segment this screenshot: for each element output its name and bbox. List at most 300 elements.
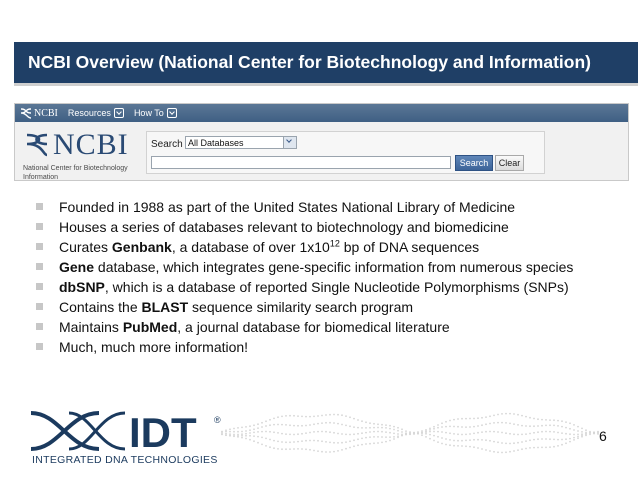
pattern-dot [517, 434, 519, 436]
pattern-dot [537, 447, 539, 449]
pattern-dot [561, 426, 563, 428]
pattern-dot [521, 448, 523, 450]
pattern-dot [281, 424, 283, 426]
pattern-dot [377, 431, 379, 433]
pattern-dot [273, 418, 275, 420]
pattern-dot [349, 434, 351, 436]
ncbi-brand[interactable] [23, 128, 133, 181]
pattern-dot [377, 427, 379, 429]
pattern-dot [533, 425, 535, 427]
pattern-dot [401, 435, 403, 437]
pattern-dot [401, 431, 403, 433]
pattern-dot [433, 431, 435, 433]
pattern-dot [473, 439, 475, 441]
pattern-dot [449, 426, 451, 428]
pattern-dot [505, 413, 507, 415]
database-select-value: All Databases [188, 138, 244, 148]
pattern-dot [473, 433, 475, 435]
bullet-text: , a journal database for biomedical literature [177, 319, 450, 335]
pattern-dot [549, 438, 551, 440]
pattern-dot [241, 437, 243, 439]
pattern-dot [521, 425, 523, 427]
pattern-dot [289, 424, 291, 426]
pattern-dot [261, 426, 263, 428]
pattern-dot [281, 433, 283, 435]
bullet-text: Curates [59, 239, 112, 255]
pattern-dot [441, 443, 443, 445]
menu-how-to-label: How To [133, 108, 164, 118]
pattern-dot [573, 439, 575, 441]
pattern-dot [433, 426, 435, 428]
pattern-dot [285, 415, 287, 417]
pattern-dot [333, 451, 335, 453]
pattern-dot [521, 434, 523, 436]
pattern-dot [317, 423, 319, 425]
pattern-dot [285, 448, 287, 450]
pattern-dot [541, 419, 543, 421]
pattern-dot [485, 423, 487, 425]
pattern-dot [369, 422, 371, 424]
pattern-dot [285, 424, 287, 426]
pattern-dot [541, 447, 543, 449]
pattern-dot [357, 438, 359, 440]
bullet-text: Founded in 1988 as part of the United States National Library of Medicine [59, 199, 516, 215]
pattern-dot [325, 431, 327, 433]
pattern-dot [397, 437, 399, 439]
pattern-dot [481, 424, 483, 426]
pattern-dot [521, 415, 523, 417]
database-select[interactable] [185, 136, 297, 149]
pattern-dot [493, 441, 495, 443]
bullet-item [36, 279, 616, 295]
pattern-dot [265, 431, 267, 433]
pattern-dot [353, 418, 355, 420]
pattern-dot [533, 418, 535, 420]
pattern-dot [485, 431, 487, 433]
pattern-dot [329, 431, 331, 433]
pattern-dot [365, 443, 367, 445]
pattern-dot [245, 430, 247, 432]
pattern-dot [301, 440, 303, 442]
pattern-dot [301, 448, 303, 450]
pattern-dot [397, 433, 399, 435]
pattern-dot [457, 440, 459, 442]
pattern-dot [337, 414, 339, 416]
pattern-dot [485, 449, 487, 451]
pattern-dot [453, 419, 455, 421]
pattern-dot [449, 444, 451, 446]
pattern-dot [293, 441, 295, 443]
ncbi-mini-logo[interactable] [20, 108, 58, 119]
pattern-dot [517, 442, 519, 444]
pattern-dot [245, 438, 247, 440]
pattern-dot [273, 440, 275, 442]
pattern-dot [477, 439, 479, 441]
pattern-dot [425, 436, 427, 438]
pattern-dot [333, 422, 335, 424]
pattern-dot [533, 447, 535, 449]
pattern-dot [437, 441, 439, 443]
menu-resources[interactable] [68, 108, 124, 118]
pattern-dot [317, 415, 319, 417]
pattern-dot [353, 445, 355, 447]
pattern-dot [289, 441, 291, 443]
pattern-dot [557, 432, 559, 434]
bullet-text: Contains the [59, 299, 142, 315]
pattern-dot [497, 441, 499, 443]
pattern-dot [273, 447, 275, 449]
helix-icon [20, 108, 32, 119]
pattern-dot [289, 434, 291, 436]
pattern-dot [553, 431, 555, 433]
pattern-dot [545, 425, 547, 427]
pattern-dot [585, 435, 587, 437]
pattern-dot [269, 419, 271, 421]
pattern-dot [297, 441, 299, 443]
pattern-dot [445, 438, 447, 440]
pattern-dot [509, 433, 511, 435]
decorative-dot-pattern [220, 408, 600, 458]
pattern-dot [489, 440, 491, 442]
pattern-dot [537, 425, 539, 427]
pattern-dot [513, 423, 515, 425]
pattern-dot [517, 449, 519, 451]
pattern-dot [277, 432, 279, 434]
page-number: 6 [599, 428, 607, 444]
pattern-dot [573, 437, 575, 439]
pattern-dot [589, 434, 591, 436]
pattern-dot [257, 427, 259, 429]
pattern-dot [437, 427, 439, 429]
pattern-dot [285, 441, 287, 443]
pattern-dot [393, 436, 395, 438]
pattern-dot [561, 444, 563, 446]
pattern-dot [381, 424, 383, 426]
pattern-dot [241, 427, 243, 429]
bullet-square-icon [36, 303, 43, 310]
pattern-dot [525, 425, 527, 427]
bullet-keyword: Genbank [111, 239, 172, 255]
pattern-dot [505, 443, 507, 445]
pattern-dot [329, 414, 331, 416]
pattern-dot [529, 417, 531, 419]
pattern-dot [325, 441, 327, 443]
pattern-dot [357, 433, 359, 435]
pattern-dot [521, 441, 523, 443]
pattern-dot [457, 445, 459, 447]
pattern-dot [321, 415, 323, 417]
pattern-dot [433, 428, 435, 430]
pattern-dot [337, 433, 339, 435]
pattern-dot [429, 438, 431, 440]
pattern-dot [549, 419, 551, 421]
pattern-dot [405, 433, 407, 435]
pattern-dot [253, 432, 255, 434]
pattern-dot [493, 431, 495, 433]
pattern-dot [457, 418, 459, 420]
pattern-dot [293, 434, 295, 436]
pattern-dot [353, 439, 355, 441]
pattern-dot [461, 426, 463, 428]
pattern-dot [541, 425, 543, 427]
pattern-dot [345, 425, 347, 427]
registered-mark: ® [214, 415, 221, 425]
pattern-dot [569, 438, 571, 440]
search-panel [146, 131, 545, 174]
pattern-dot [325, 414, 327, 416]
pattern-dot [261, 444, 263, 446]
idt-logo [29, 411, 229, 451]
pattern-dot [529, 425, 531, 427]
pattern-dot [249, 432, 251, 434]
pattern-dot [501, 452, 503, 454]
pattern-dot [561, 439, 563, 441]
pattern-dot [321, 422, 323, 424]
pattern-dot [409, 431, 411, 433]
pattern-dot [361, 420, 363, 422]
pattern-dot [421, 434, 423, 436]
pattern-dot [397, 430, 399, 432]
pattern-dot [477, 432, 479, 434]
pattern-dot [469, 446, 471, 448]
pattern-dot [253, 440, 255, 442]
pattern-dot [573, 429, 575, 431]
chevron-down-icon [114, 108, 124, 118]
pattern-dot [513, 450, 515, 452]
idt-tagline: INTEGRATED DNA TECHNOLOGIES [32, 454, 218, 466]
ncbi-brand-subtitle: National Center for Biotechnology Information [23, 165, 128, 181]
pattern-dot [465, 418, 467, 420]
pattern-dot [381, 431, 383, 433]
pattern-dot [573, 424, 575, 426]
pattern-dot [485, 416, 487, 418]
pattern-dot [229, 431, 231, 433]
pattern-dot [569, 428, 571, 430]
pattern-dot [445, 444, 447, 446]
bullet-square-icon [36, 243, 43, 250]
pattern-dot [313, 450, 315, 452]
pattern-dot [301, 433, 303, 435]
pattern-dot [413, 432, 415, 434]
pattern-dot [265, 438, 267, 440]
pattern-dot [577, 436, 579, 438]
pattern-dot [241, 431, 243, 433]
bullet-keyword: PubMed [122, 319, 178, 335]
pattern-dot [481, 431, 483, 433]
pattern-dot [429, 434, 431, 436]
pattern-dot [345, 441, 347, 443]
pattern-dot [321, 451, 323, 453]
pattern-dot [433, 435, 435, 437]
pattern-dot [301, 425, 303, 427]
bullet-item [36, 319, 616, 335]
bullet-keyword: dbSNP [59, 279, 105, 295]
pattern-dot [341, 449, 343, 451]
pattern-dot [505, 432, 507, 434]
pattern-dot [393, 438, 395, 440]
pattern-dot [281, 441, 283, 443]
pattern-dot [509, 451, 511, 453]
pattern-dot [465, 445, 467, 447]
pattern-dot [561, 432, 563, 434]
pattern-dot [461, 440, 463, 442]
pattern-dot [385, 441, 387, 443]
pattern-dot [373, 423, 375, 425]
pattern-dot [477, 447, 479, 449]
pattern-dot [297, 448, 299, 450]
pattern-dot [365, 427, 367, 429]
pattern-dot [389, 436, 391, 438]
pattern-dot [437, 431, 439, 433]
pattern-dot [581, 436, 583, 438]
pattern-dot [457, 426, 459, 428]
pattern-dot [489, 423, 491, 425]
pattern-dot [557, 420, 559, 422]
pattern-dot [529, 433, 531, 435]
pattern-dot [437, 424, 439, 426]
pattern-dot [257, 423, 259, 425]
pattern-dot [313, 431, 315, 433]
pattern-dot [261, 431, 263, 433]
pattern-dot [277, 424, 279, 426]
pattern-dot [377, 442, 379, 444]
pattern-dot [261, 437, 263, 439]
pattern-dot [457, 433, 459, 435]
pattern-dot [233, 435, 235, 437]
bullet-square-icon [36, 283, 43, 290]
pattern-dot [245, 435, 247, 437]
bullet-item [36, 339, 616, 355]
pattern-dot [373, 436, 375, 438]
pattern-dot [357, 444, 359, 446]
pattern-dot [517, 424, 519, 426]
bullet-item [36, 219, 616, 235]
pattern-dot [425, 431, 427, 433]
pattern-dot [509, 443, 511, 445]
pattern-dot [513, 442, 515, 444]
pattern-dot [517, 414, 519, 416]
pattern-dot [593, 433, 595, 435]
pattern-dot [289, 448, 291, 450]
pattern-dot [317, 440, 319, 442]
pattern-dot [485, 439, 487, 441]
pattern-dot [305, 440, 307, 442]
pattern-dot [509, 423, 511, 425]
pattern-dot [253, 435, 255, 437]
pattern-dot [481, 448, 483, 450]
pattern-dot [293, 448, 295, 450]
bullet-keyword: BLAST [141, 299, 189, 315]
pattern-dot [469, 418, 471, 420]
pattern-dot [373, 431, 375, 433]
pattern-dot [265, 425, 267, 427]
pattern-dot [561, 420, 563, 422]
pattern-dot [313, 416, 315, 418]
search-input[interactable] [151, 156, 451, 169]
pattern-dot [497, 422, 499, 424]
pattern-dot [349, 425, 351, 427]
pattern-dot [581, 428, 583, 430]
pattern-dot [269, 439, 271, 441]
ncbi-header-bar [15, 104, 628, 122]
bullet-square-icon [36, 323, 43, 330]
menu-how-to[interactable] [134, 108, 177, 118]
pattern-dot [269, 431, 271, 433]
pattern-dot [473, 418, 475, 420]
pattern-dot [305, 416, 307, 418]
pattern-dot [273, 424, 275, 426]
pattern-dot [461, 418, 463, 420]
clear-button[interactable]: Clear [495, 155, 524, 171]
pattern-dot [237, 431, 239, 433]
pattern-dot [469, 426, 471, 428]
ncbi-screenshot [14, 103, 629, 181]
pattern-dot [525, 416, 527, 418]
pattern-dot [425, 433, 427, 435]
search-label: Search [151, 139, 183, 150]
pattern-dot [333, 442, 335, 444]
pattern-dot [465, 440, 467, 442]
bullet-text: Maintains [59, 319, 123, 335]
pattern-dot [377, 436, 379, 438]
bullet-item [36, 259, 616, 275]
pattern-dot [293, 415, 295, 417]
pattern-dot [277, 416, 279, 418]
bullet-item [36, 239, 616, 255]
pattern-dot [557, 425, 559, 427]
pattern-dot [297, 415, 299, 417]
pattern-dot [441, 426, 443, 428]
pattern-dot [249, 425, 251, 427]
bullet-text: bp of DNA sequences [339, 239, 480, 255]
pattern-dot [289, 415, 291, 417]
pattern-dot [545, 438, 547, 440]
pattern-dot [329, 422, 331, 424]
pattern-dot [349, 447, 351, 449]
pattern-dot [489, 415, 491, 417]
pattern-dot [317, 450, 319, 452]
pattern-dot [341, 424, 343, 426]
pattern-dot [565, 427, 567, 429]
pattern-dot [481, 417, 483, 419]
pattern-dot [509, 413, 511, 415]
pattern-dot [281, 416, 283, 418]
search-button[interactable]: Search [455, 155, 493, 171]
pattern-dot [337, 450, 339, 452]
pattern-dot [361, 438, 363, 440]
pattern-dot [577, 430, 579, 432]
pattern-dot [353, 433, 355, 435]
pattern-dot [257, 442, 259, 444]
pattern-dot [513, 413, 515, 415]
pattern-dot [313, 423, 315, 425]
pattern-dot [381, 442, 383, 444]
bullet-item [36, 299, 616, 315]
chevron-down-icon [167, 108, 177, 118]
pattern-dot [245, 426, 247, 428]
pattern-dot [389, 440, 391, 442]
pattern-dot [417, 433, 419, 435]
pattern-dot [429, 429, 431, 431]
pattern-dot [537, 431, 539, 433]
pattern-dot [577, 434, 579, 436]
pattern-dot [445, 421, 447, 423]
pattern-dot [313, 440, 315, 442]
pattern-dot [369, 427, 371, 429]
pattern-dot [281, 448, 283, 450]
pattern-dot [577, 426, 579, 428]
pattern-dot [229, 435, 231, 437]
